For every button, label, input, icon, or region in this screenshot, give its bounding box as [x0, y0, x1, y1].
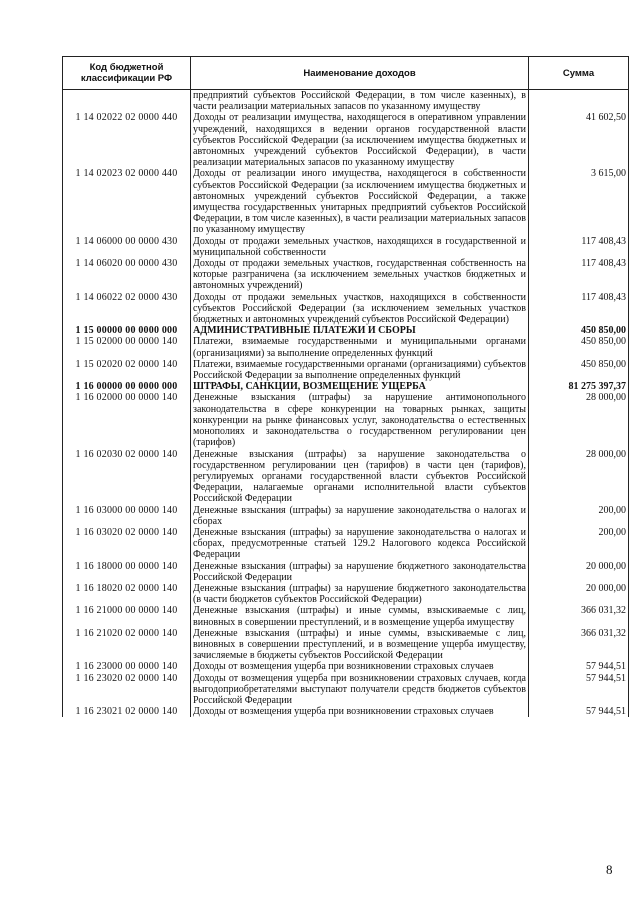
row-amount: 3 615,00 — [529, 168, 629, 235]
row-code: 1 14 06000 00 0000 430 — [63, 236, 191, 258]
revenue-table — [62, 56, 629, 717]
row-amount: 200,00 — [529, 527, 629, 561]
row-amount: 450 850,00 — [529, 325, 629, 336]
row-code: 1 16 03000 00 0000 140 — [63, 505, 191, 527]
row-code: 1 16 00000 00 0000 000 — [63, 381, 191, 392]
row-name: Доходы от реализации иного имущества, находящегося в собственности субъектов Российской Федерации (за исключением имущества бюджетных и автономных учреждений субъектов Российской Федерации, а также имущества государственных унитарных предприятий субъектов Российской Федерации, в том числе казенных), в части реализации материальных запасов по указанному имуществу — [191, 168, 529, 235]
row-code: 1 15 00000 00 0000 000 — [63, 325, 191, 336]
table-row — [63, 673, 629, 707]
row-code: 1 16 02000 00 0000 140 — [63, 392, 191, 448]
row-name: Доходы от продажи земельных участков, находящихся в собственности субъектов Российской Федерации (за исключением земельных участков бюджетных и автономных учреждений субъектов Российской Федерации) — [191, 292, 529, 326]
row-amount: 20 000,00 — [529, 561, 629, 583]
row-name: Платежи, взимаемые государственными органами (организациями) субъектов Российской Федерации за выполнение определенных функций — [191, 359, 529, 381]
row-name: Доходы от возмещения ущерба при возникновении страховых случаев — [191, 661, 529, 672]
row-amount — [529, 90, 629, 113]
row-code: 1 16 21020 02 0000 140 — [63, 628, 191, 662]
row-amount: 57 944,51 — [529, 706, 629, 717]
row-code: 1 16 23020 02 0000 140 — [63, 673, 191, 707]
row-name: Доходы от продажи земельных участков, государственная собственность на которые разграничена (за исключением земельных участков бюджетных и автономных учреждений) — [191, 258, 529, 292]
row-amount: 366 031,32 — [529, 628, 629, 662]
row-amount: 28 000,00 — [529, 392, 629, 448]
table-row — [63, 359, 629, 381]
row-amount: 41 602,50 — [529, 112, 629, 168]
header-sum: Сумма — [529, 57, 629, 90]
row-name: АДМИНИСТРАТИВНЫЕ ПЛАТЕЖИ И СБОРЫ — [191, 325, 529, 336]
row-amount: 28 000,00 — [529, 449, 629, 505]
table-row — [63, 381, 629, 392]
row-code: 1 14 02022 02 0000 440 — [63, 112, 191, 168]
table-row — [63, 605, 629, 627]
row-name: ШТРАФЫ, САНКЦИИ, ВОЗМЕЩЕНИЕ УЩЕРБА — [191, 381, 529, 392]
table-row — [63, 561, 629, 583]
table-row — [63, 336, 629, 358]
row-amount: 57 944,51 — [529, 673, 629, 707]
row-code: 1 15 02000 00 0000 140 — [63, 336, 191, 358]
table-row — [63, 661, 629, 672]
row-amount: 200,00 — [529, 505, 629, 527]
table-row — [63, 706, 629, 717]
row-amount: 366 031,32 — [529, 605, 629, 627]
row-code: 1 16 03020 02 0000 140 — [63, 527, 191, 561]
row-code: 1 16 23000 00 0000 140 — [63, 661, 191, 672]
row-name: Доходы от реализации имущества, находящегося в оперативном управлении учреждений, находящихся в ведении органов государственной власти субъектов Российской Федерации (за исключением имущества бюджетных и автономных учреждений субъектов Российской Федерации), в части реализации материальных запасов по указанному имуществу — [191, 112, 529, 168]
table-header — [63, 57, 629, 90]
table-row — [63, 583, 629, 605]
table-row — [63, 392, 629, 448]
table-row — [63, 325, 629, 336]
table-row — [63, 449, 629, 505]
row-name: Доходы от возмещения ущерба при возникновении страховых случаев — [191, 706, 529, 717]
row-amount: 20 000,00 — [529, 583, 629, 605]
header-name: Наименование доходов — [191, 57, 529, 90]
table-row — [63, 168, 629, 235]
table-row — [63, 258, 629, 292]
row-name: Денежные взыскания (штрафы) за нарушение законодательства о налогах и сборах, предусмотренные статьей 129.2 Налогового кодекса Российской Федерации — [191, 527, 529, 561]
row-amount: 450 850,00 — [529, 336, 629, 358]
row-code: 1 15 02020 02 0000 140 — [63, 359, 191, 381]
row-name: Денежные взыскания (штрафы) и иные суммы, взыскиваемые с лиц, виновных в совершении преступлений, и в возмещение ущерба имуществу, зачисляемые в бюджеты субъектов Российской Федерации — [191, 628, 529, 662]
row-name: Доходы от продажи земельных участков, находящихся в государственной и муниципальной собственности — [191, 236, 529, 258]
header-code: Код бюджетной классификации РФ — [63, 57, 191, 90]
row-amount: 81 275 397,37 — [529, 381, 629, 392]
row-amount: 117 408,43 — [529, 292, 629, 326]
row-name: Доходы от возмещения ущерба при возникновении страховых случаев, когда выгодоприобретателями выступают получатели средств бюджетов субъектов Российской Федерации — [191, 673, 529, 707]
document-page — [62, 56, 628, 717]
row-code: 1 14 06022 02 0000 430 — [63, 292, 191, 326]
page-number: 8 — [606, 862, 613, 877]
row-name: Платежи, взимаемые государственными и муниципальными органами (организациями) за выполнение определенных функций — [191, 336, 529, 358]
row-name: Денежные взыскания (штрафы) за нарушение бюджетного законодательства (в части бюджетов субъектов Российской Федерации) — [191, 583, 529, 605]
row-amount: 450 850,00 — [529, 359, 629, 381]
row-name: Денежные взыскания (штрафы) за нарушение законодательства о государственном регулировании цен (тарифов) в части цен (тарифов), регулируемых органами государственной власти субъектов Российской Федерации, налагаемые органами исполнительной власти субъектов Российской Федерации — [191, 449, 529, 505]
row-code: 1 16 18000 00 0000 140 — [63, 561, 191, 583]
row-code: 1 14 06020 00 0000 430 — [63, 258, 191, 292]
row-name: предприятий субъектов Российской Федерации, в том числе казенных), в части реализации материальных запасов по указанному имуществу — [191, 90, 529, 113]
row-name: Денежные взыскания (штрафы) за нарушение антимонопольного законодательства в сфере конкуренции на товарных рынках, защиты конкуренции на рынке финансовых услуг, законодательства о естественных монополиях и законодательства о государственном регулировании цен (тарифов) — [191, 392, 529, 448]
table-row — [63, 628, 629, 662]
table-row — [63, 236, 629, 258]
table-row — [63, 527, 629, 561]
row-amount: 117 408,43 — [529, 236, 629, 258]
row-amount: 117 408,43 — [529, 258, 629, 292]
table-row — [63, 505, 629, 527]
row-code: 1 16 18020 02 0000 140 — [63, 583, 191, 605]
table-body — [63, 90, 629, 718]
table-row — [63, 112, 629, 168]
row-code: 1 16 21000 00 0000 140 — [63, 605, 191, 627]
row-code: 1 16 02030 02 0000 140 — [63, 449, 191, 505]
row-name: Денежные взыскания (штрафы) и иные суммы, взыскиваемые с лиц, виновных в совершении преступлений, и в возмещение ущерба имуществу — [191, 605, 529, 627]
row-code — [63, 90, 191, 113]
table-row — [63, 90, 629, 113]
row-amount: 57 944,51 — [529, 661, 629, 672]
row-code: 1 14 02023 02 0000 440 — [63, 168, 191, 235]
table-row — [63, 292, 629, 326]
row-name: Денежные взыскания (штрафы) за нарушение законодательства о налогах и сборах — [191, 505, 529, 527]
row-name: Денежные взыскания (штрафы) за нарушение бюджетного законодательства Российской Федерации — [191, 561, 529, 583]
row-code: 1 16 23021 02 0000 140 — [63, 706, 191, 717]
